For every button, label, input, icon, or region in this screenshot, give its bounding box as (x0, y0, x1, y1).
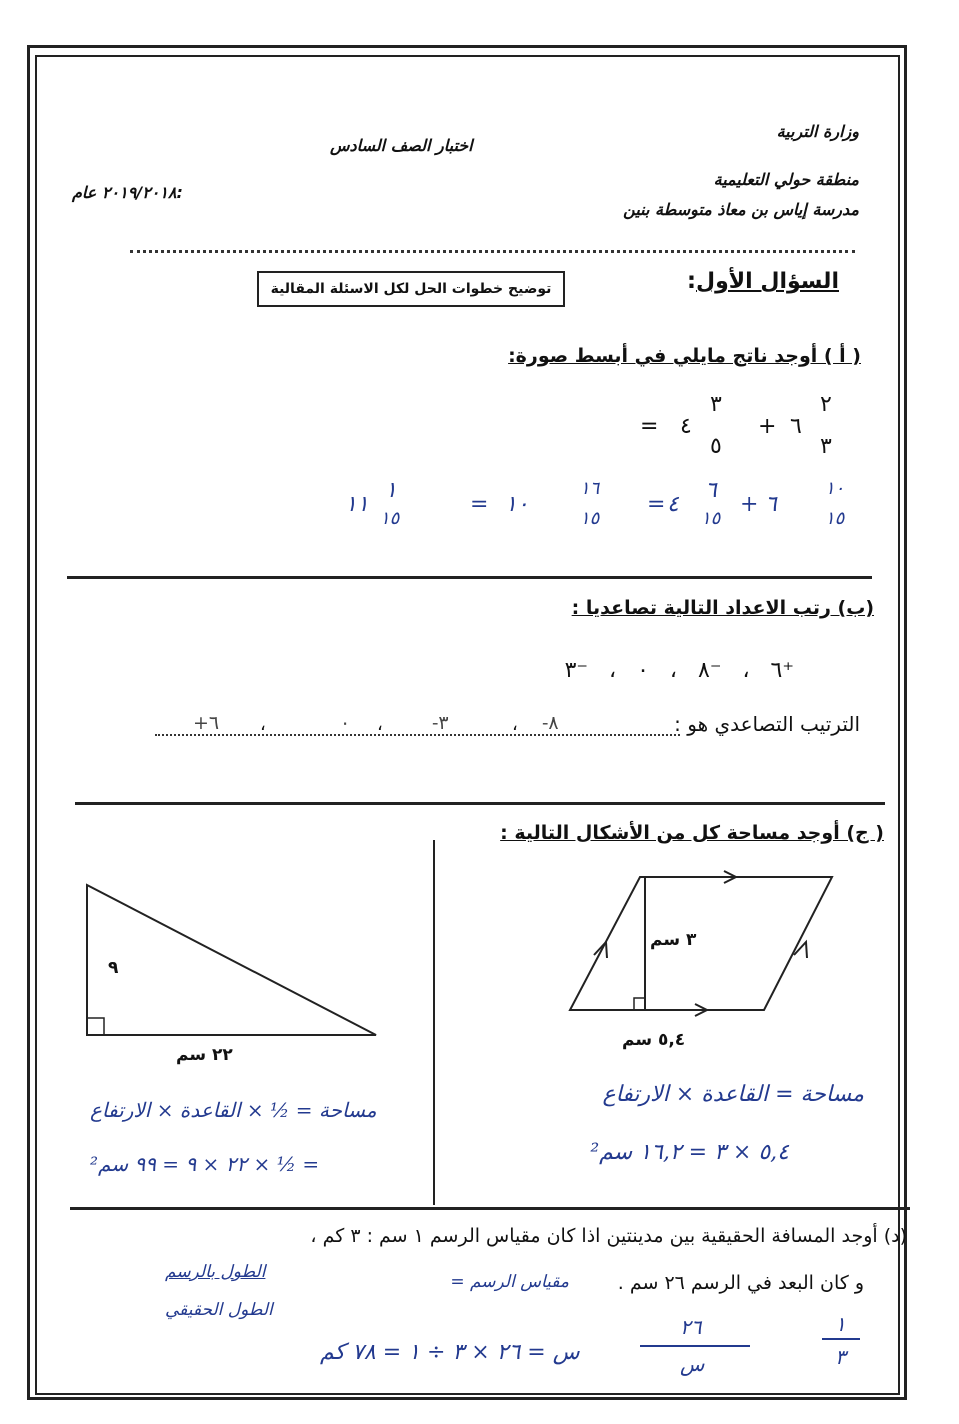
ans-whole-1a: ٤ (667, 492, 679, 517)
ans-plus: + (740, 492, 759, 517)
parallelogram-right-angle (634, 998, 645, 1010)
expr-den-2: ٣ (820, 434, 832, 459)
prop-bottom: س (680, 1352, 705, 1376)
part-d-line-2: و كان البعد في الرسم ٢٦ سم . (617, 1272, 864, 1294)
part-b-title: (ب) رتب الاعداد التالية تصاعديا : (571, 597, 874, 619)
parallelogram-right-arrow (794, 942, 807, 958)
ans-den-1a: ١٥ (701, 508, 721, 529)
ans-whole-1b: ٦ (765, 492, 777, 517)
ans-num-3: ١ (385, 478, 397, 503)
ratio-bottom: ٣ (835, 1345, 846, 1369)
ratio-bar (822, 1338, 860, 1340)
exam-title: اختبار الصف السادس (330, 136, 473, 155)
ans-den-1b: ١٥ (825, 508, 845, 529)
ans-num-2: ١٦ (580, 478, 600, 499)
order-label: الترتيب التصاعدي هو : (674, 712, 860, 736)
triangle-right-angle (87, 1018, 104, 1035)
question-1-title: السؤال الأول (696, 269, 839, 294)
scale-label: مقياس الرسم = (450, 1272, 569, 1292)
scale-fraction-bottom: الطول الحقيقي (165, 1300, 273, 1320)
instruction-box: توضيح خطوات الحل لكل الاسئلة المقالية (257, 271, 565, 307)
expr-num-2: ٢ (820, 392, 832, 417)
part-c-title: ( ج) أوجد مساحة كل من الأشكال التالية : (500, 822, 884, 844)
ratio-top: ١ (835, 1312, 846, 1336)
part-a-title: ( أ ) أوجد ناتج مايلي في أبسط صورة: (508, 345, 861, 367)
expr-whole-2: ٦ (790, 414, 802, 439)
ministry-name: وزارة التربية (776, 122, 859, 141)
ans-eq-1: = (647, 492, 666, 517)
prop-bar (640, 1345, 750, 1347)
school-name: مدرسة إياس بن معاذ متوسطة بنين (623, 200, 859, 219)
ans-den-3: ١٥ (380, 508, 400, 529)
question-1-colon: : (686, 268, 697, 294)
order-answer-2: -٣ (432, 712, 449, 734)
ans-whole-2: ١٠ (505, 492, 529, 517)
order-sep-1: ، (512, 714, 518, 735)
parallelogram-height-label: ٣ سم (650, 930, 697, 950)
expr-num-1: ٣ (710, 392, 722, 417)
ans-num-1a: ٦ (705, 478, 717, 503)
triangle-answer-line-2: = ½ × ٢٢ × ٩ = ٩٩ سم² (90, 1152, 320, 1176)
parallelogram-answer-line-1: مساحة = القاعدة × الارتفاع (602, 1082, 864, 1107)
ans-den-2: ١٥ (580, 508, 600, 529)
order-answer-1: -٨ (542, 712, 559, 734)
ans-num-1b: ١٠ (825, 478, 845, 499)
expr-plus: + (758, 414, 777, 439)
triangle-height-label: ٩ (108, 958, 119, 978)
ans-whole-3: ١١ (345, 492, 369, 517)
section-divider-c (70, 1207, 910, 1210)
order-answer-4: +٦ (193, 712, 220, 734)
order-sep-3: ، (260, 714, 266, 735)
part-d-line-1: (د) أوجد المسافة الحقيقية بين مدينتين اذا كان مقياس الرسم ١ سم : ٣ كم ، (310, 1225, 907, 1247)
expr-equals: = (640, 414, 659, 439)
triangle-answer-line-1: مساحة = ½ × القاعدة × الارتفاع (90, 1098, 377, 1122)
parallelogram-shape (570, 877, 832, 1010)
scale-fraction-top: الطول بالرسم (165, 1262, 266, 1282)
triangle-shape (87, 885, 376, 1035)
prop-top: ٢٦ (680, 1315, 702, 1339)
year-value: ٢٠١٩/٢٠١٨ (101, 183, 177, 202)
year-label: عام: (72, 183, 183, 202)
district-name: منطقة حولي التعليمية (713, 170, 859, 189)
part-b-numbers: ⁺٦ ، ⁻٨ ، ٠ ، ⁻٣ (564, 658, 794, 683)
part-d-result: س = ٢٦ × ٣ ÷ ١ = ٧٨ كم (320, 1340, 580, 1365)
parallelogram-answer-line-2: ٥,٤ × ٣ = ١٦,٢ سم² (590, 1140, 789, 1165)
expr-whole-1: ٤ (680, 414, 692, 439)
triangle-base-label: ٢٢ سم (176, 1045, 233, 1065)
order-sep-2: ، (377, 714, 383, 735)
order-answer-3: ٠ (340, 712, 351, 734)
ans-eq-2: = (470, 492, 489, 517)
expr-den-1: ٥ (710, 434, 722, 459)
parallelogram-base-label: ٥,٤ سم (622, 1030, 686, 1050)
